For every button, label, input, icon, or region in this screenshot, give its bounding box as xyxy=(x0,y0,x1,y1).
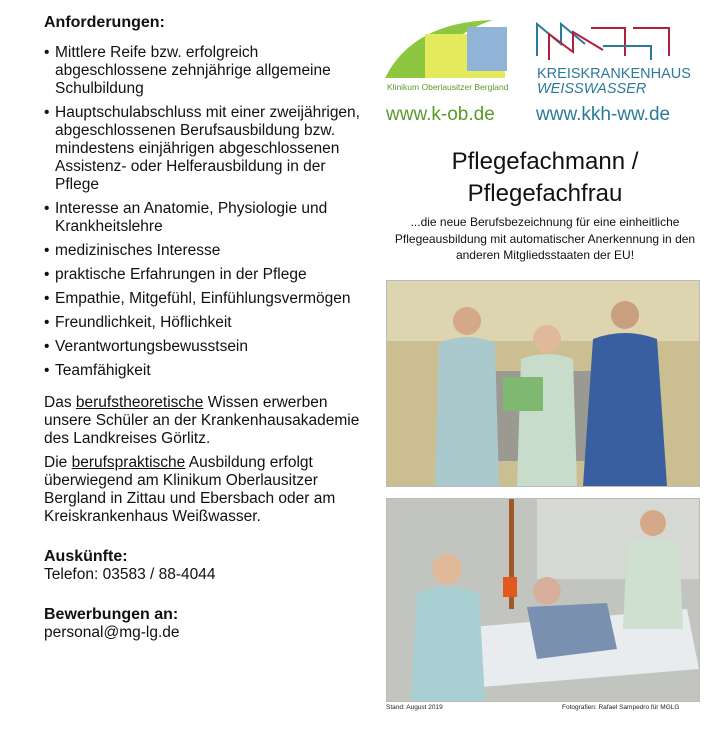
apply-block xyxy=(44,606,364,642)
theory-paragraph: Das berufstheoretische Wissen erwerben unsere Schüler an der Krankenhausakademie des Landkreises Görlitz. xyxy=(44,394,360,447)
info-heading: Auskünfte: xyxy=(44,548,128,565)
patient-care-photo xyxy=(386,498,700,702)
photo-credit: Fotografien: Rafael Sampedro für MGLG xyxy=(562,704,680,711)
list-item: • Mittlere Reife bzw. erfolgreich abgeschlossene zehnjährige allgemeine Schulbildung xyxy=(44,44,364,98)
list-item: • Interesse an Anatomie, Physiologie und Krankheitslehre xyxy=(44,200,364,236)
list-item: • Empathie, Mitgefühl, Einfühlungsvermögen xyxy=(44,290,364,308)
practice-paragraph: Die berufspraktische Ausbildung erfolgt überwiegend am Klinikum Oberlausitzer Bergland in Zittau und Ebersbach oder am Kreiskrankenhaus Weißwasser. xyxy=(44,454,336,525)
phone-number: Telefon: 03583 / 88-4044 xyxy=(44,566,216,583)
date-note: Stand: August 2019 xyxy=(386,704,443,711)
list-item: • Hauptschulabschluss mit einer zweijährigen, abgeschlossenen Berufsausbildung bzw. mindestens einjährigen abgeschlossenen Assistenz- oder Helferausbildung in der Pflege xyxy=(44,104,364,194)
list-item: • praktische Erfahrungen in der Pflege xyxy=(44,266,364,284)
nurses-team-photo xyxy=(386,280,700,487)
email-address: personal@mg-lg.de xyxy=(44,624,180,641)
requirements-list xyxy=(44,44,364,380)
kkh-logo xyxy=(533,16,701,98)
svg-text:KREISKRANKENHAUS: KREISKRANKENHAUS xyxy=(537,66,691,82)
logo-area xyxy=(383,16,703,98)
practice-term: berufspraktische xyxy=(71,454,186,471)
kob-website-link[interactable]: www.k-ob.de xyxy=(386,104,495,125)
subtitle: ...die neue Berufsbezeichnung für eine einheitliche Pflegeausbildung mit automatischer Anerkennung in den anderen Mitgliedsstaaten der EU! xyxy=(394,215,696,262)
list-item: • Freundlichkeit, Höflichkeit xyxy=(44,314,364,332)
list-item: • Teamfähigkeit xyxy=(44,362,364,380)
left-column xyxy=(44,14,364,642)
svg-text:Klinikum Oberlausitzer Berglan: Klinikum Oberlausitzer Bergland xyxy=(387,82,509,92)
theory-term: berufstheoretische xyxy=(75,394,204,411)
info-block xyxy=(44,548,364,584)
apply-heading: Bewerbungen an: xyxy=(44,606,179,623)
list-item: • medizinisches Interesse xyxy=(44,242,364,260)
page-title: Pflegefachmann / Pflegefachfrau xyxy=(451,148,639,207)
kob-logo xyxy=(383,16,521,94)
svg-text:WEISSWASSER: WEISSWASSER xyxy=(537,81,647,97)
kkh-website-link[interactable]: www.kkh-ww.de xyxy=(536,104,671,125)
requirements-heading: Anforderungen: xyxy=(44,14,165,31)
list-item: • Verantwortungsbewusstsein xyxy=(44,338,364,356)
